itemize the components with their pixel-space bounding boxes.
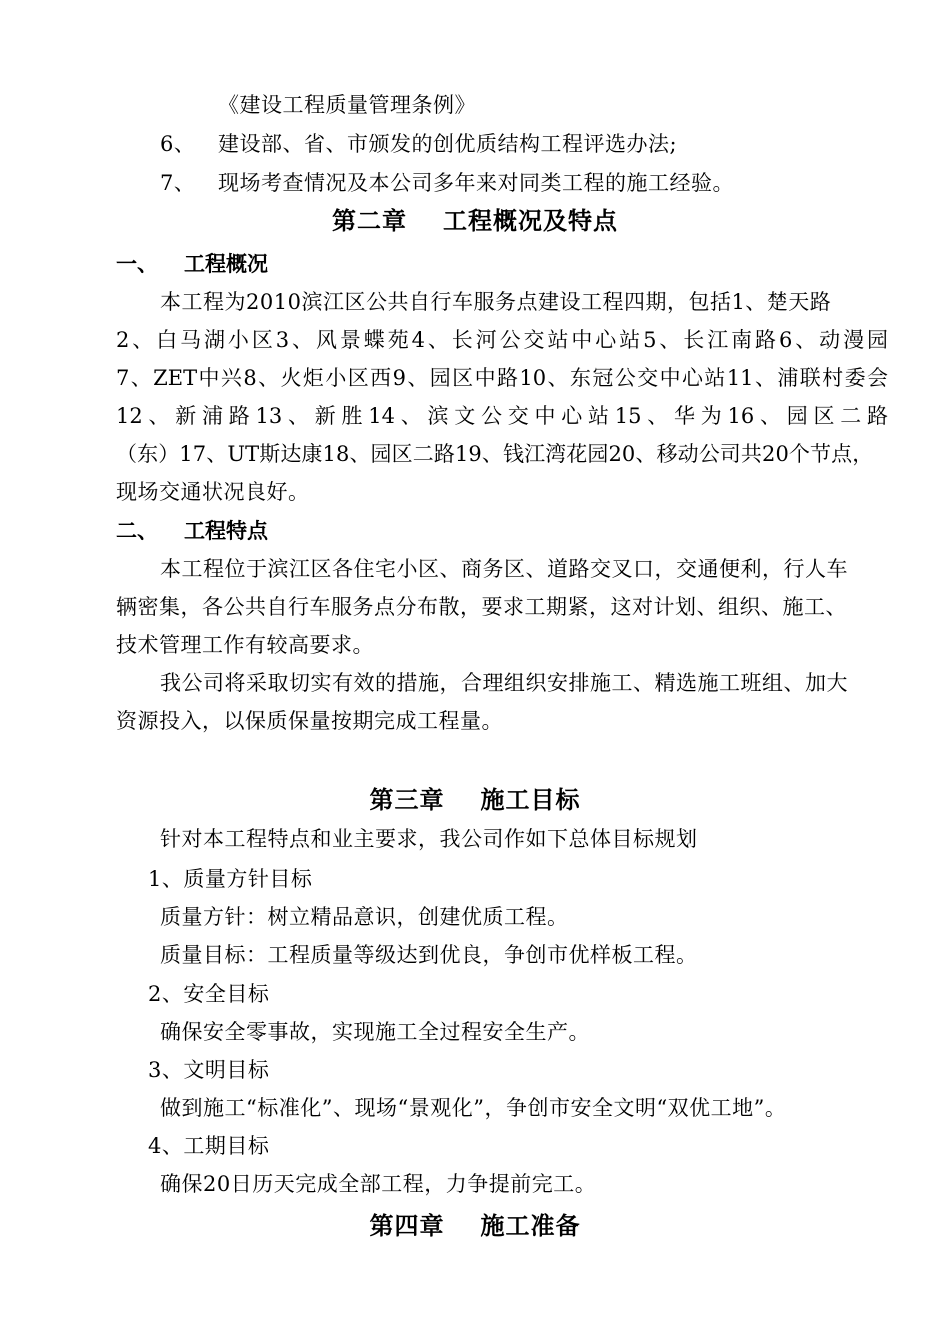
chapter-4-heading [0,1211,950,1241]
chapter-label: 第二章 [332,207,407,235]
goal-line: 质量方针：树立精品意识，创建优质工程。 [160,905,569,929]
paragraph-line: 本工程为2010滨江区公共自行车服务点建设工程四期，包括1、楚天路 [160,290,832,314]
chapter-3-heading [0,785,950,815]
section-title: 工程概况 [184,252,268,276]
regulation-line: 《建设工程质量管理条例》 [218,93,476,117]
paragraph-line: 2、白马湖小区3、风景蝶苑4、长河公交站中心站5、长江南路6、动漫园 [116,328,888,352]
section-heading-overview [116,251,268,277]
goal-line: 确保20日历天完成全部工程，力争提前完工。 [160,1172,597,1196]
section-heading-features [116,518,268,544]
paragraph-line: 辆密集，各公共自行车服务点分布散，要求工期紧，这对计划、组织、施工、 [116,595,847,619]
paragraph-line: （东）17、UT斯达康18、园区二路19、钱江湾花园20、移动公司共20个节点， [116,442,874,466]
section-number: 二、 [116,519,158,543]
goal-heading: 2、安全目标 [148,982,270,1006]
goal-heading: 1、质量方针目标 [148,867,313,891]
paragraph-line: 技术管理工作有较高要求。 [116,633,374,657]
item-number: 7、 [160,171,196,195]
section-number: 一、 [116,252,158,276]
chapter-title: 工程概况及特点 [443,207,618,235]
paragraph-line: 我公司将采取切实有效的措施，合理组织安排施工、精选施工班组、加大 [160,671,848,695]
chapter-title: 施工目标 [480,786,581,814]
paragraph-line: 资源投入，以保质保量按期完成工程量。 [116,709,503,733]
chapter-title: 施工准备 [480,1212,581,1240]
paragraph-line: 12、新浦路13、新胜14、滨文公交中心站15、华为16、园区二路 [116,404,888,428]
goal-line: 确保安全零事故，实现施工全过程安全生产。 [160,1020,590,1044]
goal-line: 质量目标：工程质量等级达到优良，争创市优样板工程。 [160,943,698,967]
section-title: 工程特点 [184,519,268,543]
chapter-label: 第三章 [369,786,445,814]
chapter-label: 第四章 [369,1212,445,1240]
paragraph-line: 7、ZET中兴8、火炬小区西9、园区中路10、东冠公交中心站11、浦联村委会 [116,366,888,390]
chapter-intro: 针对本工程特点和业主要求，我公司作如下总体目标规划 [160,827,698,851]
list-item [160,170,734,196]
paragraph-line: 现场交通状况良好。 [116,480,310,504]
chapter-2-heading [0,206,950,236]
item-text: 建设部、省、市颁发的创优质结构工程评选办法; [218,132,678,156]
item-number: 6、 [160,132,196,156]
item-text: 现场考查情况及本公司多年来对同类工程的施工经验。 [218,171,734,195]
list-item [160,131,677,157]
paragraph-line: 本工程位于滨江区各住宅小区、商务区、道路交叉口，交通便利，行人车 [160,557,848,581]
goal-heading: 3、文明目标 [148,1058,270,1082]
goal-heading: 4、工期目标 [148,1134,270,1158]
goal-line: 做到施工“标准化”、现场“景观化”，争创市安全文明“双优工地”。 [160,1096,787,1120]
